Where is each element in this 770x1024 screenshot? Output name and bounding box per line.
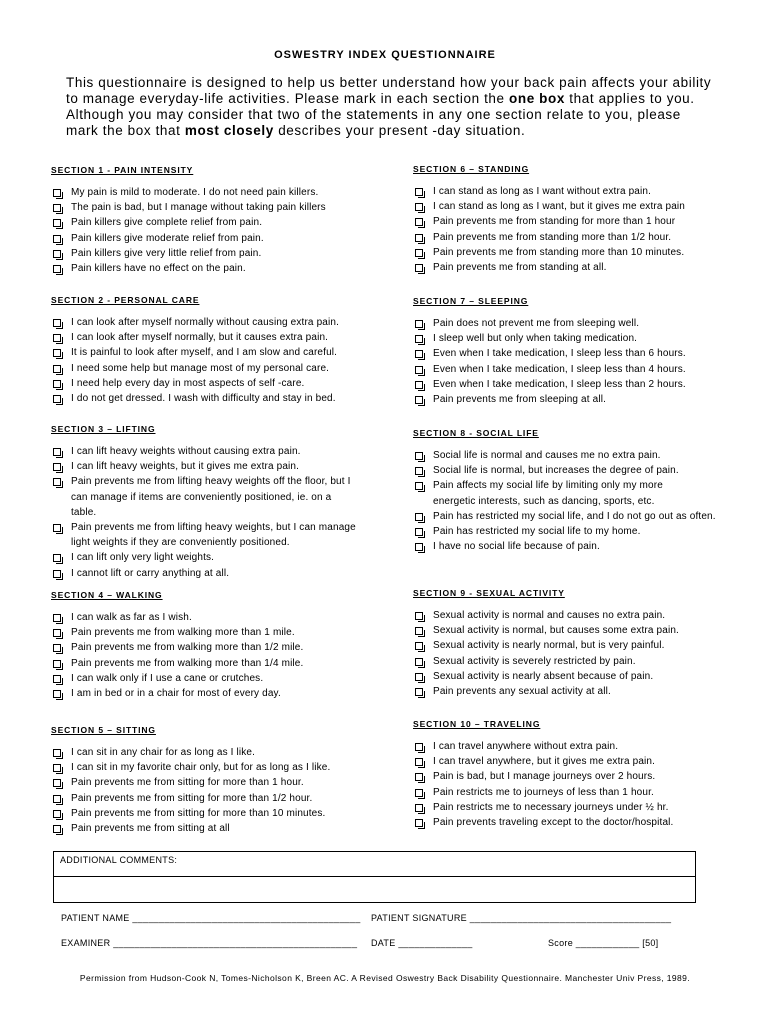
option-item[interactable] — [413, 377, 743, 392]
checkbox-icon[interactable] — [53, 660, 61, 668]
option-item[interactable] — [413, 392, 743, 407]
section-walking — [51, 588, 381, 701]
option-item[interactable] — [413, 509, 723, 524]
checkbox-icon[interactable] — [53, 810, 61, 818]
option-item[interactable] — [51, 200, 381, 215]
option-item[interactable] — [51, 185, 381, 200]
checkbox-icon[interactable] — [53, 219, 61, 227]
section-social-life — [413, 426, 723, 554]
section-sitting — [51, 723, 381, 836]
checkbox-icon[interactable] — [415, 627, 423, 635]
option-label: Pain prevents me from standing for more than 1 hour — [433, 216, 676, 228]
option-label: Pain prevents me from lifting heavy weights, but I can manage light weights if they are conveniently positioned. — [71, 522, 356, 549]
intro-text-2: that applies to you. Although you may consider that two of the statements in any one section relate to you, please mark the box that — [66, 91, 695, 138]
option-label: Pain restricts me to necessary journeys under ½ hr. — [433, 801, 669, 813]
checkbox-icon[interactable] — [415, 743, 423, 751]
checkbox-icon[interactable] — [415, 688, 423, 696]
option-label: Pain prevents me from sitting for more than 1 hour. — [71, 777, 304, 789]
checkbox-icon[interactable] — [53, 250, 61, 258]
section-sleeping — [413, 294, 743, 407]
option-item[interactable] — [413, 800, 743, 815]
checkbox-icon[interactable] — [53, 395, 61, 403]
option-item[interactable] — [413, 463, 723, 478]
checkbox-icon[interactable] — [415, 528, 423, 536]
option-label: Pain killers give moderate relief from pain. — [71, 232, 264, 244]
option-label: I can look after myself normally, but it causes extra pain. — [71, 332, 329, 344]
option-label: I sleep well but only when taking medication. — [433, 333, 638, 345]
checkbox-icon[interactable] — [53, 779, 61, 787]
option-label: I do not get dressed. I wash with difficulty and stay in bed. — [71, 393, 336, 405]
option-item[interactable] — [413, 214, 743, 229]
date-field[interactable]: DATE ______________ — [371, 938, 473, 948]
option-item[interactable] — [413, 785, 743, 800]
option-item[interactable] — [413, 331, 743, 346]
option-label: Pain prevents me from lifting heavy weights off the floor, but I can manage if items are conveniently positioned, ie. on a table. — [71, 476, 351, 518]
checkbox-icon[interactable] — [415, 773, 423, 781]
option-item[interactable] — [51, 686, 381, 701]
checkbox-icon[interactable] — [53, 675, 61, 683]
checkbox-icon[interactable] — [415, 188, 423, 196]
option-label: I can sit in any chair for as long as I like. — [71, 747, 256, 758]
score-field[interactable]: Score ____________ [50] — [548, 938, 659, 948]
option-label: Pain does not prevent me from sleeping well. — [433, 318, 640, 329]
checkbox-icon[interactable] — [415, 452, 423, 460]
option-label: Social life is normal, but increases the degree of pain. — [433, 465, 679, 477]
intro-bold-1: one box — [509, 91, 565, 106]
checkbox-icon[interactable] — [53, 825, 61, 833]
section-sexual-activity — [413, 586, 743, 699]
section-heading: SECTION 8 - SOCIAL LIFE — [413, 428, 539, 438]
option-item[interactable] — [413, 316, 743, 331]
checkbox-icon[interactable] — [415, 758, 423, 766]
checkbox-icon[interactable] — [53, 478, 61, 486]
intro-paragraph — [66, 75, 716, 139]
checkbox-icon[interactable] — [415, 543, 423, 551]
checkbox-icon[interactable] — [53, 629, 61, 637]
option-label: Pain prevents me from standing more than 1/2 hour. — [433, 231, 672, 243]
option-label: Pain prevents any sexual activity at all. — [433, 686, 611, 698]
checkbox-icon[interactable] — [53, 524, 61, 532]
checkbox-icon[interactable] — [53, 334, 61, 342]
checkbox-icon[interactable] — [415, 320, 423, 328]
option-item[interactable] — [51, 246, 381, 261]
option-item[interactable] — [413, 478, 723, 508]
option-item[interactable] — [413, 769, 743, 784]
option-item[interactable] — [413, 245, 743, 260]
section-heading: SECTION 2 - PERSONAL CARE — [51, 295, 200, 305]
option-item[interactable] — [51, 610, 381, 625]
option-item[interactable] — [51, 671, 381, 686]
option-label: Pain prevents me from sitting for more than 1/2 hour. — [71, 792, 313, 804]
checkbox-icon[interactable] — [415, 396, 423, 404]
option-item[interactable] — [413, 524, 723, 539]
option-label: Even when I take medication, I sleep less than 4 hours. — [433, 363, 686, 375]
checkbox-icon[interactable] — [53, 690, 61, 698]
option-label: I can stand as long as I want without extra pain. — [433, 186, 652, 197]
option-item[interactable] — [413, 623, 743, 638]
option-label: Social life is normal and causes me no extra pain. — [433, 450, 661, 461]
checkbox-icon[interactable] — [415, 350, 423, 358]
option-item[interactable] — [413, 669, 743, 684]
checkbox-icon[interactable] — [415, 658, 423, 666]
option-item[interactable] — [51, 656, 381, 671]
checkbox-icon[interactable] — [53, 554, 61, 562]
checkbox-icon[interactable] — [53, 795, 61, 803]
checkbox-icon[interactable] — [53, 365, 61, 373]
checkbox-icon[interactable] — [53, 204, 61, 212]
option-label: Pain has restricted my social life to my home. — [433, 526, 641, 538]
option-label: The pain is bad, but I manage without taking pain killers — [71, 202, 326, 214]
permission-footer: Permission from Hudson-Cook N, Tomes-Nicholson K, Breen AC. A Revised Oswestry Back Disability Questionnaire. Manchester Univ Press, 1989. — [79, 973, 691, 983]
option-item[interactable] — [51, 566, 371, 581]
section-lifting — [51, 422, 371, 581]
checkbox-icon[interactable] — [415, 381, 423, 389]
option-label: Pain killers have no effect on the pain. — [71, 263, 246, 275]
option-label: I can travel anywhere without extra pain. — [433, 741, 619, 752]
option-item[interactable] — [413, 260, 743, 275]
option-item[interactable] — [51, 231, 381, 246]
checkbox-icon[interactable] — [53, 463, 61, 471]
option-item[interactable] — [51, 444, 371, 459]
option-label: Even when I take medication, I sleep less than 6 hours. — [433, 348, 686, 360]
option-item[interactable] — [413, 199, 743, 214]
option-item[interactable] — [413, 362, 743, 377]
comments-divider — [54, 876, 695, 877]
document-title: OSWESTRY INDEX QUESTIONNAIRE — [274, 49, 496, 61]
checkbox-icon[interactable] — [53, 265, 61, 273]
option-item[interactable] — [51, 821, 381, 836]
option-label: Pain prevents traveling except to the doctor/hospital. — [433, 817, 674, 829]
section-heading: SECTION 1 - PAIN INTENSITY — [51, 165, 194, 175]
option-item[interactable] — [51, 806, 381, 821]
additional-comments-label: ADDITIONAL COMMENTS: — [60, 855, 178, 865]
option-item[interactable] — [413, 684, 743, 699]
section-heading: SECTION 9 - SEXUAL ACTIVITY — [413, 588, 565, 598]
option-label: I am in bed or in a chair for most of every day. — [71, 688, 281, 700]
option-label: I need some help but manage most of my personal care. — [71, 362, 330, 374]
option-item[interactable] — [51, 520, 371, 550]
option-label: Sexual activity is severely restricted by pain. — [433, 655, 636, 667]
option-label: Pain affects my social life by limiting only my more energetic interests, such as dancing, sports, etc. — [433, 480, 663, 507]
option-item[interactable] — [51, 345, 381, 360]
option-label: I can stand as long as I want, but it gives me extra pain — [433, 201, 686, 213]
section-heading: SECTION 4 – WALKING — [51, 590, 163, 600]
section-pain-intensity — [51, 163, 381, 276]
checkbox-icon[interactable] — [53, 614, 61, 622]
section-heading: SECTION 10 – TRAVELING — [413, 719, 541, 729]
option-label: I can lift heavy weights, but it gives me extra pain. — [71, 461, 300, 473]
section-traveling — [413, 717, 743, 830]
option-label: Pain is bad, but I manage journeys over 2 hours. — [433, 771, 656, 783]
option-label: Pain prevents me from sitting at all — [71, 823, 230, 835]
option-item[interactable] — [413, 638, 743, 653]
patient-name-field[interactable]: PATIENT NAME ___________________________________________ — [61, 913, 361, 923]
option-item[interactable] — [413, 754, 743, 769]
option-label: Pain prevents me from sleeping at all. — [433, 394, 607, 406]
option-label: I can travel anywhere, but it gives me extra pain. — [433, 756, 656, 768]
option-label: I can walk only if I use a cane or crutches. — [71, 672, 264, 684]
checkbox-icon[interactable] — [53, 448, 61, 456]
option-item[interactable] — [413, 346, 743, 361]
option-item[interactable] — [51, 550, 371, 565]
option-item[interactable] — [51, 474, 371, 520]
checkbox-icon[interactable] — [415, 218, 423, 226]
checkbox-icon[interactable] — [415, 789, 423, 797]
option-item[interactable] — [51, 791, 381, 806]
option-item[interactable] — [413, 654, 743, 669]
checkbox-icon[interactable] — [53, 764, 61, 772]
option-item[interactable] — [51, 391, 381, 406]
option-label: Pain prevents me from walking more than 1/4 mile. — [71, 657, 304, 669]
option-label: Pain prevents me from walking more than 1/2 mile. — [71, 642, 304, 654]
option-label: Even when I take medication, I sleep less than 2 hours. — [433, 378, 686, 390]
option-label: I have no social life because of pain. — [433, 541, 600, 553]
option-label: I need help every day in most aspects of self -care. — [71, 377, 305, 389]
checkbox-icon[interactable] — [53, 189, 61, 197]
option-label: Pain prevents me from sitting for more than 10 minutes. — [71, 807, 326, 819]
option-item[interactable] — [413, 539, 723, 554]
option-item[interactable] — [413, 815, 743, 830]
option-label: Pain killers give complete relief from pain. — [71, 217, 263, 229]
option-label: It is painful to look after myself, and I am slow and careful. — [71, 347, 338, 359]
checkbox-icon[interactable] — [415, 513, 423, 521]
option-item[interactable] — [51, 640, 381, 655]
checkbox-icon[interactable] — [53, 749, 61, 757]
checkbox-icon[interactable] — [415, 673, 423, 681]
option-label: I cannot lift or carry anything at all. — [71, 567, 230, 579]
option-label: Pain restricts me to journeys of less than 1 hour. — [433, 786, 654, 798]
checkbox-icon[interactable] — [415, 366, 423, 374]
option-label: My pain is mild to moderate. I do not need pain killers. — [71, 187, 319, 198]
checkbox-icon[interactable] — [415, 335, 423, 343]
checkbox-icon[interactable] — [53, 380, 61, 388]
option-label: I can walk as far as I wish. — [71, 612, 192, 623]
checkbox-icon[interactable] — [415, 804, 423, 812]
checkbox-icon[interactable] — [415, 264, 423, 272]
checkbox-icon[interactable] — [415, 249, 423, 257]
option-label: I can look after myself normally without causing extra pain. — [71, 317, 340, 328]
option-item[interactable] — [51, 315, 381, 330]
checkbox-icon[interactable] — [53, 349, 61, 357]
patient-signature-field[interactable]: PATIENT SIGNATURE ______________________________________ — [371, 913, 672, 923]
section-heading: SECTION 7 – SLEEPING — [413, 296, 529, 306]
option-item[interactable] — [413, 184, 743, 199]
checkbox-icon[interactable] — [415, 642, 423, 650]
option-item[interactable] — [51, 760, 381, 775]
option-item[interactable] — [51, 361, 381, 376]
option-item[interactable] — [51, 775, 381, 790]
checkbox-icon[interactable] — [415, 234, 423, 242]
checkbox-icon[interactable] — [415, 203, 423, 211]
option-item[interactable] — [51, 215, 381, 230]
section-heading: SECTION 3 – LIFTING — [51, 424, 156, 434]
checkbox-icon[interactable] — [415, 467, 423, 475]
intro-bold-2: most closely — [184, 123, 274, 138]
option-item[interactable] — [51, 625, 381, 640]
checkbox-icon[interactable] — [415, 612, 423, 620]
option-label: Sexual activity is normal, but causes some extra pain. — [433, 625, 679, 637]
checkbox-icon[interactable] — [53, 235, 61, 243]
option-item[interactable] — [51, 376, 381, 391]
checkbox-icon[interactable] — [53, 319, 61, 327]
option-item[interactable] — [51, 261, 381, 276]
option-label: I can lift only very light weights. — [71, 552, 215, 564]
option-label: I can lift heavy weights without causing extra pain. — [71, 446, 301, 457]
option-label: Pain has restricted my social life, and I do not go out as often. — [433, 510, 716, 522]
section-standing — [413, 162, 743, 275]
additional-comments-box[interactable] — [53, 851, 696, 903]
checkbox-icon[interactable] — [415, 819, 423, 827]
option-item[interactable] — [51, 745, 381, 760]
option-label: Pain prevents me from standing at all. — [433, 262, 607, 274]
option-label: Pain killers give very little relief from pain. — [71, 247, 262, 259]
option-label: Pain prevents me from standing more than 10 minutes. — [433, 246, 685, 258]
option-item[interactable] — [413, 448, 723, 463]
option-item[interactable] — [413, 608, 743, 623]
intro-text-3: describes your present -day situation. — [273, 123, 526, 138]
section-heading: SECTION 6 – STANDING — [413, 164, 530, 174]
section-personal-care — [51, 293, 381, 406]
option-item[interactable] — [413, 230, 743, 245]
option-label: Sexual activity is normal and causes no extra pain. — [433, 610, 666, 621]
option-label: I can sit in my favorite chair only, but for as long as I like. — [71, 762, 331, 774]
checkbox-icon[interactable] — [53, 570, 61, 578]
section-heading: SECTION 5 – SITTING — [51, 725, 156, 735]
checkbox-icon[interactable] — [415, 482, 423, 490]
checkbox-icon[interactable] — [53, 644, 61, 652]
option-item[interactable] — [51, 330, 381, 345]
option-label: Sexual activity is nearly absent because of pain. — [433, 670, 654, 682]
option-item[interactable] — [413, 739, 743, 754]
option-label: Pain prevents me from walking more than 1 mile. — [71, 627, 295, 639]
option-item[interactable] — [51, 459, 371, 474]
option-label: Sexual activity is nearly normal, but is very painful. — [433, 640, 665, 652]
examiner-field[interactable]: EXAMINER ______________________________________________ — [61, 938, 358, 948]
intro-text-1: This questionnaire is designed to help us better understand how your back pain affects your ability to manage everyday-life activities. Please mark in each section the — [66, 75, 712, 106]
